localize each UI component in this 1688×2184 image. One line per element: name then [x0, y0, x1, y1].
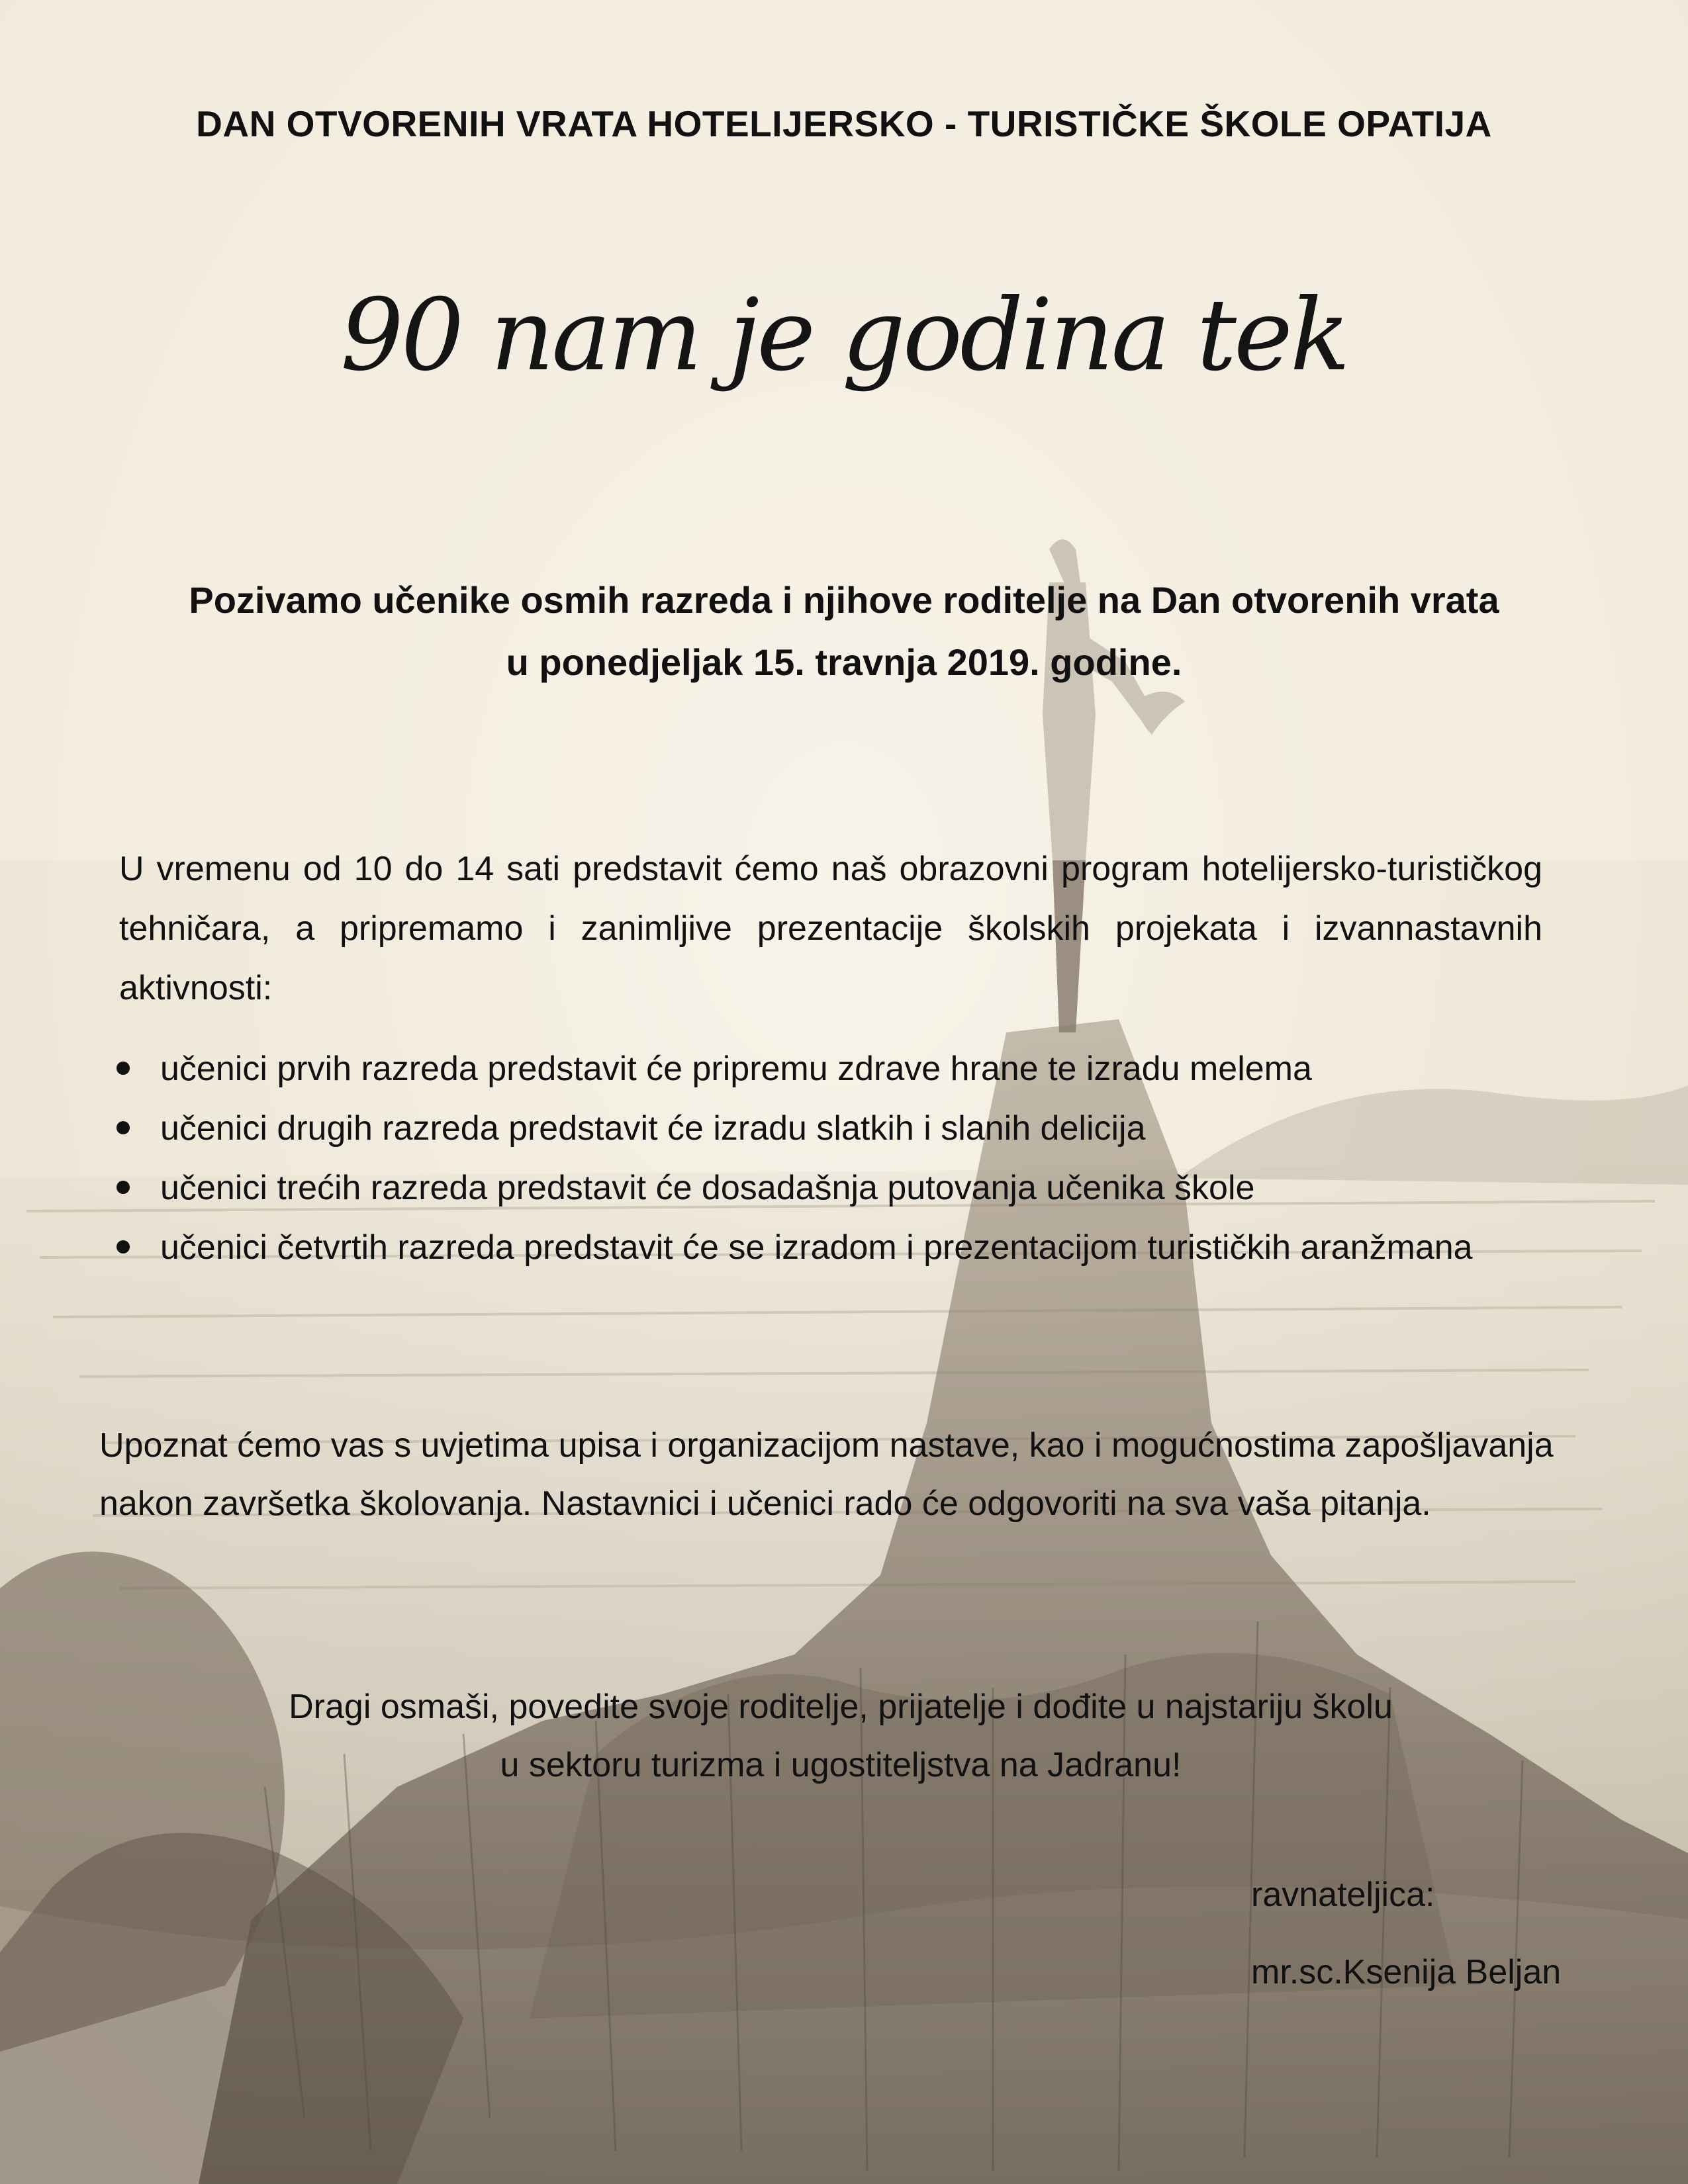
list-item: učenici drugih razreda predstavit će izradu slatkih i slanih delicija	[119, 1099, 1542, 1158]
bullet-icon	[117, 1121, 130, 1134]
closing-line-2: u sektoru turizma i ugostiteljstva na Jadranu!	[500, 1746, 1182, 1784]
list-item: učenici trećih razreda predstavit će dosadašnja putovanja učenika škole	[119, 1158, 1542, 1218]
intro-paragraph: U vremenu od 10 do 14 sati predstavit ćemo naš obrazovni program hotelijersko-turističkog tehničara, a pripremamo i zanimljive prezentacije školskih projekata i izvannastavnih aktivnosti:	[119, 850, 1542, 1007]
invitation-text	[79, 569, 1609, 694]
invitation-line-2: u ponedjeljak 15. travnja 2019. godine.	[506, 641, 1182, 683]
signature-name: mr.sc.Ksenija Beljan	[1251, 1953, 1562, 1991]
activities-list	[119, 1039, 1542, 1277]
info-paragraph: Upoznat ćemo vas s uvjetima upisa i organizacijom nastave, kao i mogućnostima zapošljavanja nakon završetka školovanja. Nastavnici i učenici rado će odgovoriti na sva vaša pitanja.	[99, 1426, 1554, 1523]
anniversary-title: 90 nam je godina tek	[340, 278, 1348, 393]
bullet-icon	[117, 1181, 130, 1194]
closing-line-1: Dragi osmaši, povedite svoje roditelje, prijatelje i dođite u najstariju školu	[289, 1688, 1393, 1726]
list-item: učenici četvrtih razreda predstavit će se izradom i prezentacijom turističkih aranžmana	[119, 1218, 1542, 1277]
closing-text	[99, 1678, 1582, 1794]
page-heading: DAN OTVORENIH VRATA HOTELIJERSKO - TURISTIČKE ŠKOLE OPATIJA	[196, 103, 1492, 144]
bullet-icon	[117, 1240, 130, 1253]
signature-role: ravnateljica:	[1251, 1876, 1435, 1914]
bullet-icon	[117, 1062, 130, 1075]
invitation-line-1: Pozivamo učenike osmih razreda i njihove roditelje na Dan otvorenih vrata	[189, 579, 1499, 621]
list-item: učenici prvih razreda predstavit će pripremu zdrave hrane te izradu melema	[119, 1039, 1542, 1099]
